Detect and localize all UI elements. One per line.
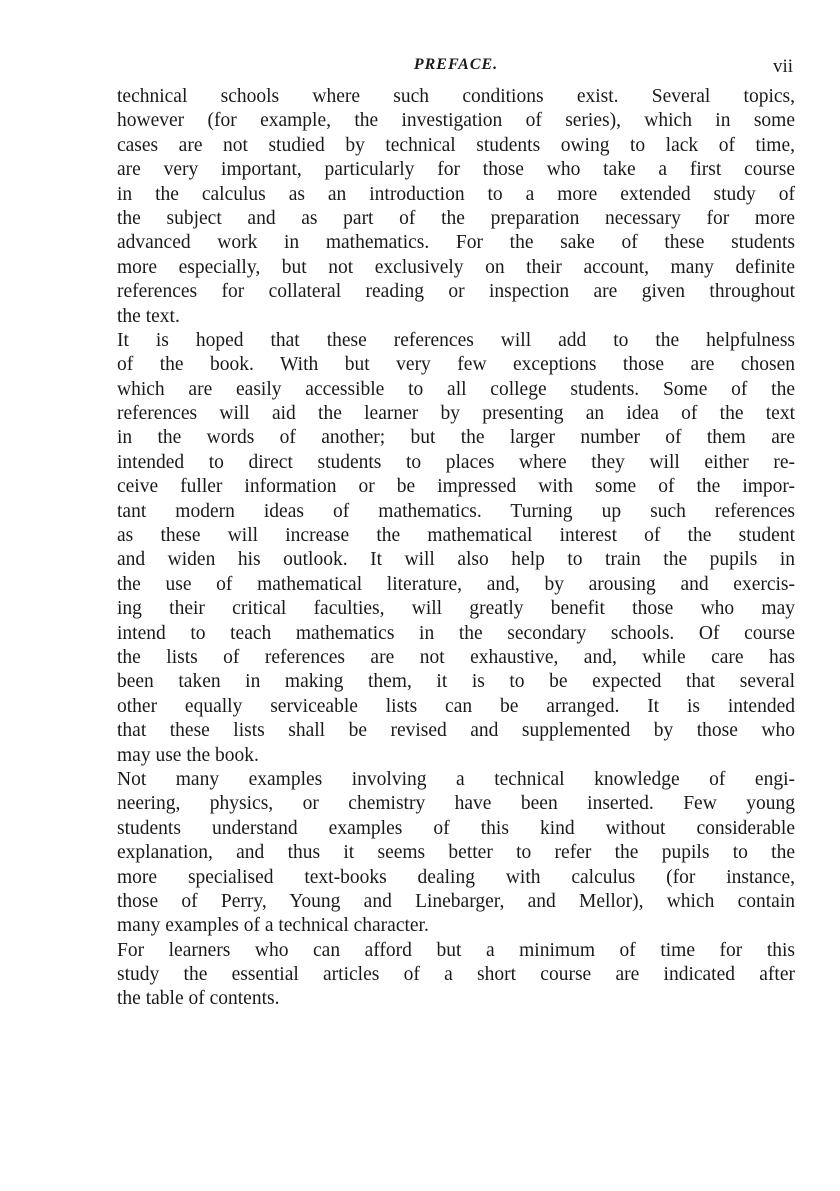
text-line: that these lists shall be revised and supplemented by those who bbox=[117, 720, 795, 742]
text-line: those of Perry, Young and Linebarger, and Mellor), which contain bbox=[117, 890, 795, 912]
running-title: PREFACE. bbox=[413, 56, 499, 73]
text-line: neering, physics, or chemistry have been inserted. Few young bbox=[117, 793, 795, 815]
text-line: the lists of references are not exhaustive, and, while care has bbox=[117, 646, 795, 668]
text-line: more specialised text-books dealing with calculus (for instance, bbox=[117, 866, 795, 888]
text-line: explanation, and thus it seems better to refer the pupils to the bbox=[117, 842, 795, 864]
text-line: of the book. With but very few exceptions those are chosen bbox=[117, 354, 795, 376]
text-line: the subject and as part of the preparation necessary for more bbox=[117, 207, 795, 229]
text-line: study the essential articles of a short course are indicated after bbox=[117, 964, 795, 986]
text-line: Not many examples involving a technical knowledge of engi- bbox=[117, 768, 795, 790]
text-line: For learners who can afford but a minimum of time for this bbox=[117, 939, 795, 961]
page-header bbox=[117, 56, 795, 82]
paragraph bbox=[117, 939, 795, 1012]
text-line: cases are not studied by technical students owing to lack of time, bbox=[117, 134, 795, 156]
text-line: are very important, particularly for those who take a first course bbox=[117, 159, 795, 181]
text-line: ing their critical faculties, will greatly benefit those who may bbox=[117, 598, 795, 620]
text-line: which are easily accessible to all college students. Some of the bbox=[117, 378, 795, 400]
paragraph bbox=[117, 768, 795, 939]
text-line: intended to direct students to places where they will either re- bbox=[117, 451, 795, 473]
text-line: may use the book. bbox=[117, 744, 259, 766]
text-line: the table of contents. bbox=[117, 988, 280, 1010]
text-line: and widen his outlook. It will also help to train the pupils in bbox=[117, 549, 795, 571]
text-line: intend to teach mathematics in the secondary schools. Of course bbox=[117, 622, 795, 644]
page-body bbox=[117, 85, 795, 1012]
text-line: the use of mathematical literature, and, by arousing and exercis- bbox=[117, 573, 795, 595]
text-line: references will aid the learner by presenting an idea of the text bbox=[117, 403, 795, 425]
paragraph bbox=[117, 85, 795, 329]
text-line: other equally serviceable lists can be arranged. It is intended bbox=[117, 695, 795, 717]
text-line: many examples of a technical character. bbox=[117, 915, 429, 937]
text-line: in the calculus as an introduction to a more extended study of bbox=[117, 183, 795, 205]
text-line: references for collateral reading or inspection are given throughout bbox=[117, 281, 795, 303]
text-line: been taken in making them, it is to be expected that several bbox=[117, 671, 795, 693]
text-line: ceive fuller information or be impressed with some of the impor- bbox=[117, 476, 795, 498]
text-line: advanced work in mathematics. For the sake of these students bbox=[117, 232, 795, 254]
text-line: in the words of another; but the larger number of them are bbox=[117, 427, 795, 449]
paragraph bbox=[117, 329, 795, 768]
text-line: however (for example, the investigation of series), which in some bbox=[117, 110, 795, 132]
text-line: more especially, but not exclusively on their account, many definite bbox=[117, 256, 795, 278]
text-line: the text. bbox=[117, 305, 180, 327]
page-number: vii bbox=[772, 56, 793, 77]
text-line: It is hoped that these references will add to the helpfulness bbox=[117, 329, 795, 351]
text-line: students understand examples of this kind without considerable bbox=[117, 817, 795, 839]
text-line: as these will increase the mathematical interest of the student bbox=[117, 525, 795, 547]
text-line: tant modern ideas of mathematics. Turning up such references bbox=[117, 500, 795, 522]
text-line: technical schools where such conditions exist. Several topics, bbox=[117, 86, 795, 107]
